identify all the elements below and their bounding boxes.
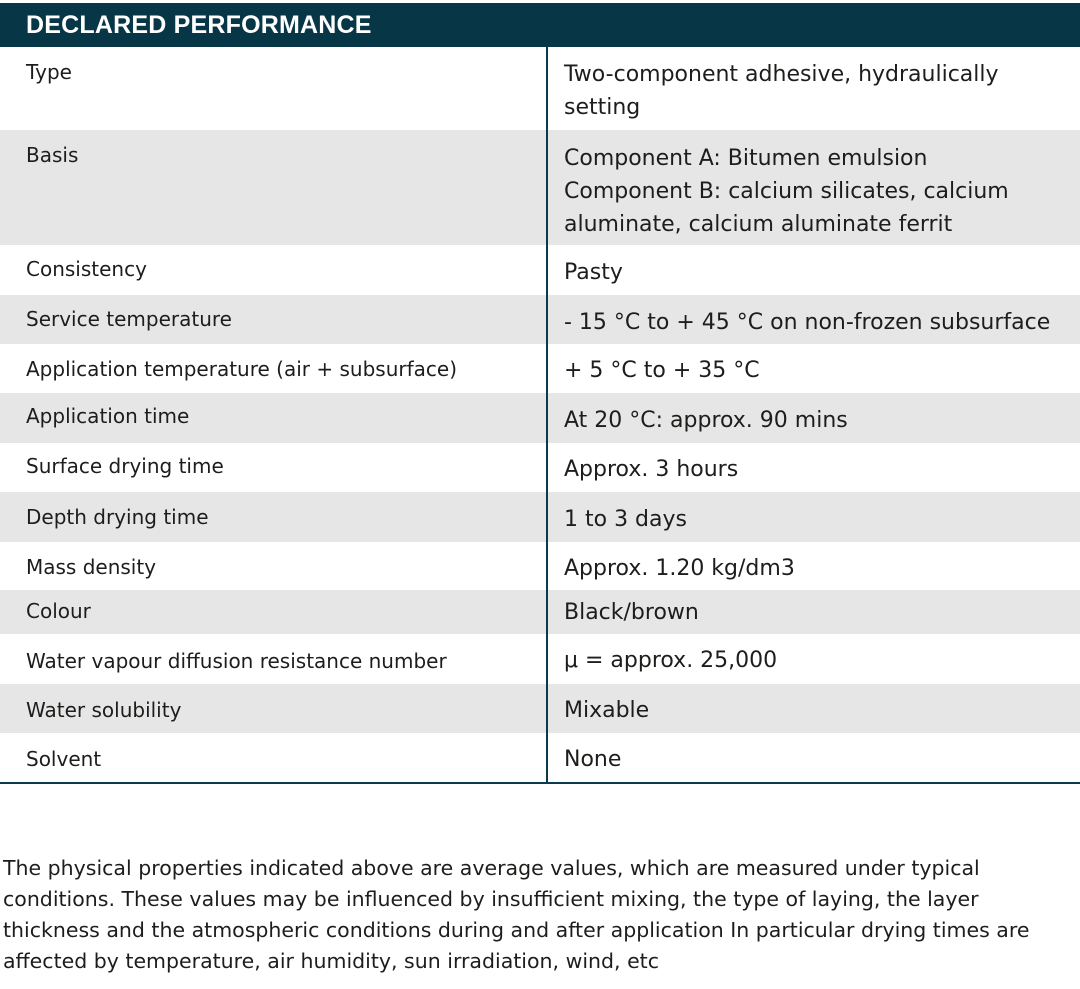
- row-label: Surface drying time: [26, 454, 224, 478]
- table-row: [0, 684, 1080, 733]
- row-label: Depth drying time: [26, 505, 209, 529]
- row-label: Colour: [26, 599, 91, 623]
- row-label: Consistency: [26, 257, 147, 281]
- row-value: Approx. 1.20 kg/dm3: [564, 556, 795, 581]
- row-label: Water solubility: [26, 698, 182, 722]
- table-row: [0, 393, 1080, 443]
- table-row: [0, 590, 1080, 634]
- row-value: Two-component adhesive, hydraulically setting: [564, 62, 999, 120]
- row-value: Black/brown: [564, 600, 699, 625]
- declared-performance-table: [0, 3, 1080, 784]
- row-value: At 20 °C: approx. 90 mins: [564, 408, 848, 433]
- table-row: [0, 245, 1080, 295]
- row-value: Approx. 3 hours: [564, 457, 739, 482]
- row-value: Component A: Bitumen emulsion Component B: calcium silicates, calcium aluminate, calcium aluminate ferrit: [564, 146, 1009, 237]
- table-row: [0, 542, 1080, 590]
- table-row: [0, 733, 1080, 782]
- table-header: DECLARED PERFORMANCE: [0, 3, 1080, 47]
- row-value: None: [564, 747, 622, 772]
- row-value: Mixable: [564, 698, 650, 723]
- row-value: - 15 °C to + 45 °C on non-frozen subsurface: [564, 310, 1051, 335]
- table-row: [0, 443, 1080, 492]
- properties-note: The physical properties indicated above are average values, which are measured under typical conditions. These values may be influenced by insufficient mixing, the type of laying, the layer thickness and the atmospheric conditions during and after application In particular drying times are affected by temperature, air humidity, sun irradiation, wind, etc: [3, 856, 1030, 973]
- row-label: Water vapour diffusion resistance number: [26, 649, 447, 673]
- table-row: [0, 47, 1080, 130]
- row-label: Type: [26, 60, 72, 84]
- table-row: [0, 295, 1080, 344]
- row-label: Basis: [26, 143, 79, 167]
- table-body: [0, 47, 1080, 782]
- row-label: Service temperature: [26, 307, 232, 331]
- row-value: 1 to 3 days: [564, 507, 687, 532]
- row-value: + 5 °C to + 35 °C: [564, 358, 760, 383]
- table-row: [0, 492, 1080, 542]
- row-value: μ = approx. 25,000: [564, 648, 778, 673]
- table-row: [0, 130, 1080, 245]
- row-label: Application temperature (air + subsurface): [26, 357, 457, 381]
- row-label: Solvent: [26, 747, 102, 771]
- row-label: Mass density: [26, 555, 157, 579]
- table-row: [0, 344, 1080, 393]
- table-row: [0, 634, 1080, 684]
- row-label: Application time: [26, 404, 190, 428]
- row-value: Pasty: [564, 260, 623, 285]
- column-divider: [546, 47, 548, 782]
